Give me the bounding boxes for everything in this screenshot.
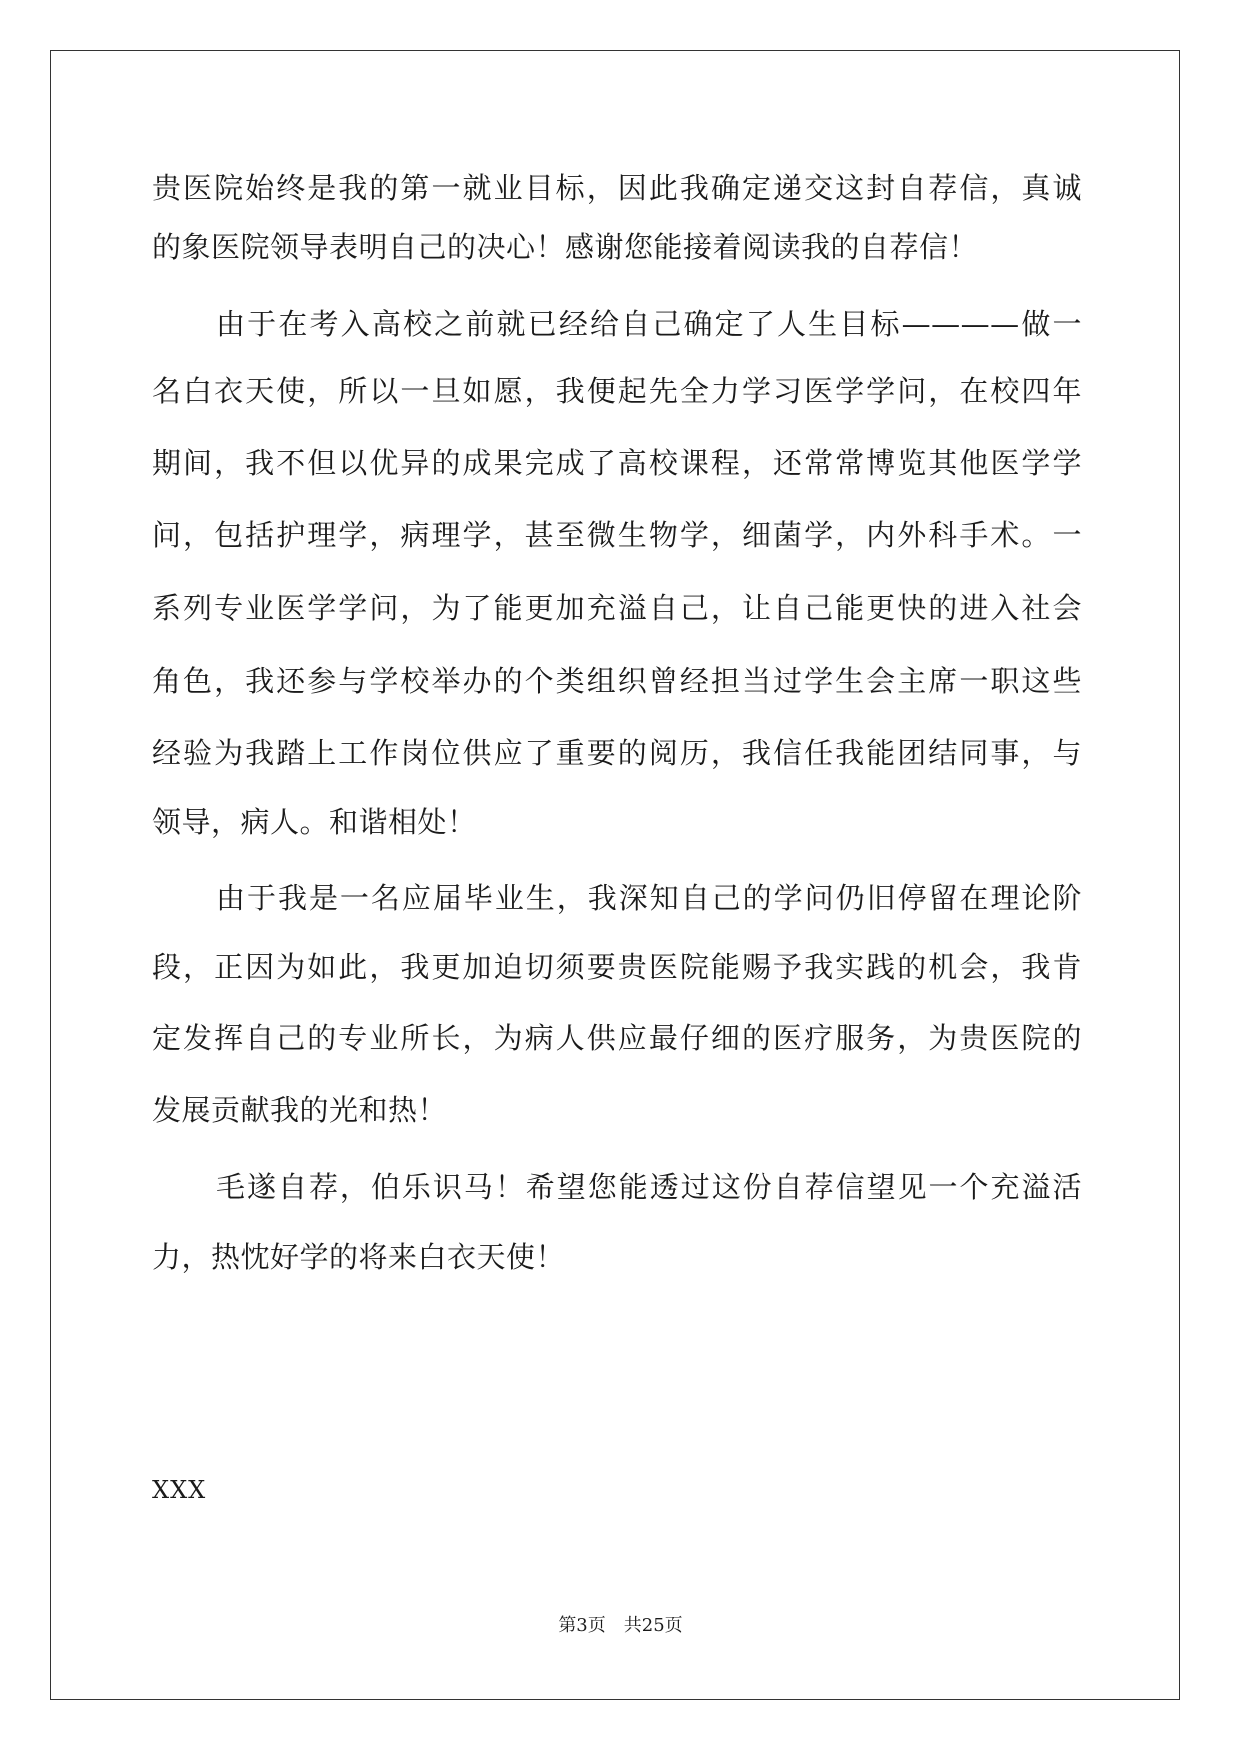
- letter-line: 角色，我还参与学校举办的个类组织曾经担当过学生会主席一职这些: [152, 664, 1082, 698]
- letter-line: 名白衣天使，所以一旦如愿，我便起先全力学习医学学问，在校四年: [152, 374, 1082, 408]
- letter-line: 期间，我不但以优异的成果完成了高校课程，还常常博览其他医学学: [152, 446, 1082, 480]
- letter-line: 贵医院始终是我的第一就业目标，因此我确定递交这封自荐信，真诚: [152, 171, 1082, 205]
- letter-line: 段，正因为如此，我更加迫切须要贵医院能赐予我实践的机会，我肯: [152, 950, 1082, 984]
- letter-line: 的象医院领导表明自己的决心！感谢您能接着阅读我的自荐信！: [152, 230, 979, 264]
- letter-line: 经验为我踏上工作岗位供应了重要的阅历，我信任我能团结同事，与: [152, 736, 1082, 770]
- letter-line: 由于我是一名应届毕业生，我深知自己的学问仍旧停留在理论阶: [216, 881, 1082, 915]
- letter-line: 系列专业医学学问，为了能更加充溢自己，让自己能更快的进入社会: [152, 591, 1082, 625]
- letter-line: 毛遂自荐，伯乐识马！希望您能透过这份自荐信望见一个充溢活: [216, 1170, 1082, 1204]
- signature: XXX: [152, 1476, 207, 1504]
- letter-line: 问，包括护理学，病理学，甚至微生物学，细菌学，内外科手术。一: [152, 518, 1082, 552]
- letter-line: 领导，病人。和谐相处！: [152, 805, 477, 839]
- letter-line: 由于在考入高校之前就已经给自己确定了人生目标————做一: [216, 307, 1082, 341]
- letter-line: 发展贡献我的光和热！: [152, 1093, 448, 1127]
- page-border: [50, 50, 1180, 1700]
- page-number-footer: 第3页 共25页: [558, 1615, 683, 1636]
- letter-line: 力，热忱好学的将来白衣天使！: [152, 1240, 566, 1274]
- letter-line: 定发挥自己的专业所长，为病人供应最仔细的医疗服务，为贵医院的: [152, 1021, 1082, 1055]
